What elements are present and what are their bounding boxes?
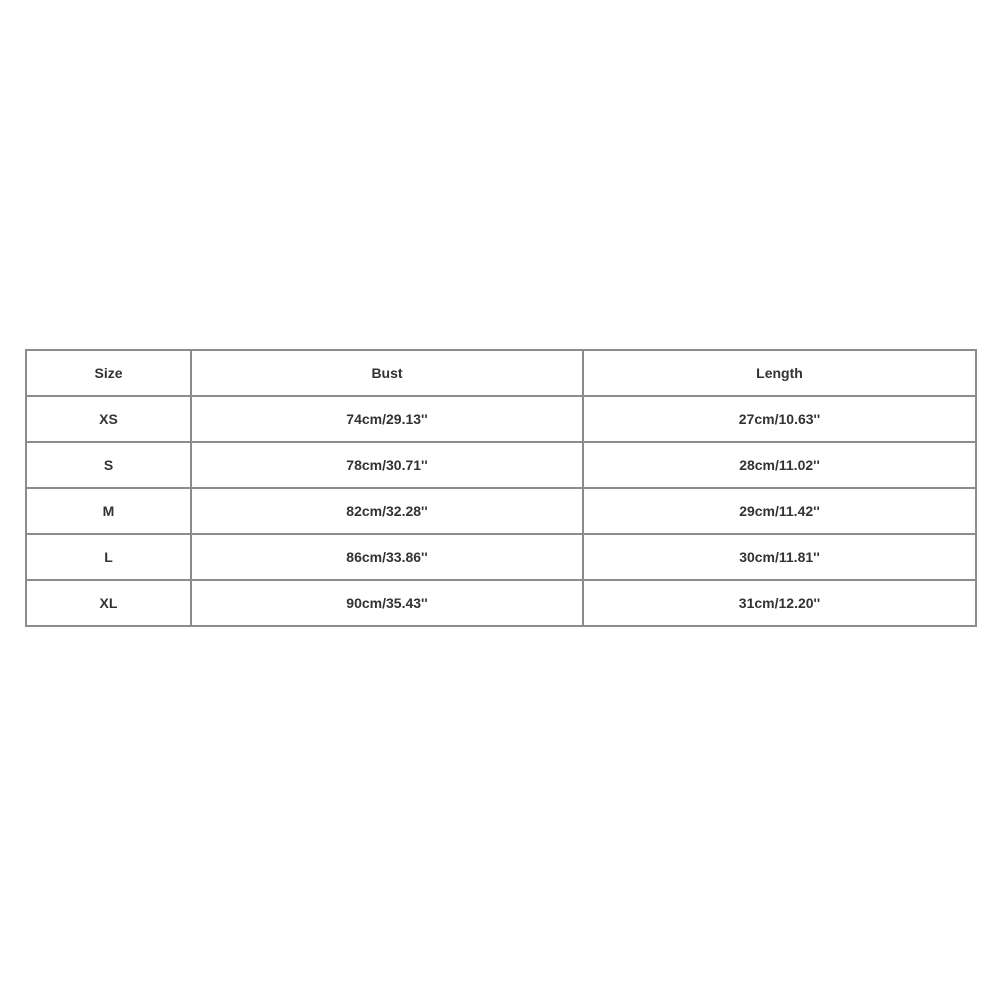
cell-size: M <box>26 488 191 534</box>
cell-length: 27cm/10.63'' <box>583 396 976 442</box>
table-header-row <box>26 350 976 396</box>
cell-length: 28cm/11.02'' <box>583 442 976 488</box>
table-row <box>26 396 976 442</box>
cell-bust: 78cm/30.71'' <box>191 442 583 488</box>
cell-length: 29cm/11.42'' <box>583 488 976 534</box>
size-chart-table <box>25 349 977 627</box>
table-row <box>26 534 976 580</box>
cell-length: 30cm/11.81'' <box>583 534 976 580</box>
cell-size: S <box>26 442 191 488</box>
table-row <box>26 580 976 626</box>
cell-bust: 90cm/35.43'' <box>191 580 583 626</box>
cell-bust: 86cm/33.86'' <box>191 534 583 580</box>
header-length: Length <box>583 350 976 396</box>
header-size: Size <box>26 350 191 396</box>
cell-size: XS <box>26 396 191 442</box>
table-row <box>26 488 976 534</box>
header-bust: Bust <box>191 350 583 396</box>
cell-size: XL <box>26 580 191 626</box>
table-row <box>26 442 976 488</box>
cell-size: L <box>26 534 191 580</box>
cell-length: 31cm/12.20'' <box>583 580 976 626</box>
cell-bust: 74cm/29.13'' <box>191 396 583 442</box>
cell-bust: 82cm/32.28'' <box>191 488 583 534</box>
